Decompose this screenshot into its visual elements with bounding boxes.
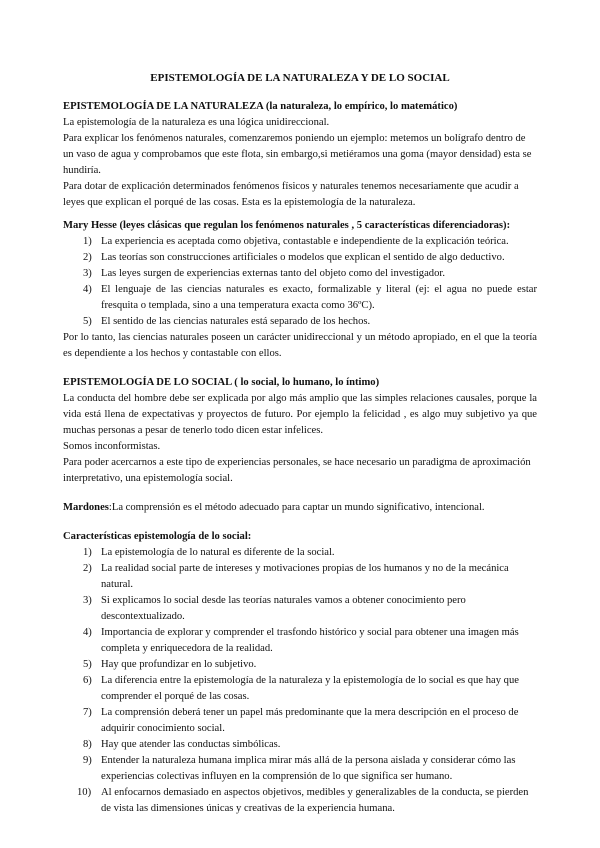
- list-item: [63, 673, 537, 705]
- item-text: Entender la naturaleza humana implica mirar más allá de la persona aislada y considerar cómo las experiencias colectivas influyen en la comprensión de lo que significa ser humano.: [101, 755, 516, 782]
- list-item: [63, 737, 537, 753]
- section-heading-naturaleza: EPISTEMOLOGÍA DE LA NATURALEZA (la naturaleza, lo empírico, lo matemático): [63, 101, 458, 112]
- item-number: 3): [83, 595, 92, 606]
- hesse-heading: Mary Hesse (leyes clásicas que regulan los fenómenos naturales , 5 características diferenciadoras):: [63, 220, 511, 231]
- item-number: 2): [83, 563, 92, 574]
- paragraph: Para explicar los fenómenos naturales, comenzaremos poniendo un ejemplo: metemos un bolígrafo dentro de un vaso de agua y comprobamos que este flota, sin embargo,si metiéramos una goma (mayor densidad) esta se hundiría.: [63, 133, 532, 176]
- item-text: Las teorías son construcciones artificiales o modelos que explican el sentido de algo deductivo.: [101, 252, 505, 263]
- paragraph: Para poder acercarnos a este tipo de experiencias personales, se hace necesario un paradigma de aproximación interpretativo, una epistemología social.: [63, 457, 531, 484]
- item-text: Si explicamos lo social desde las teorías naturales vamos a obtener conocimiento pero descontextualizado.: [101, 595, 466, 622]
- list-item: [63, 314, 537, 330]
- list-item: [63, 705, 537, 737]
- item-text: La epistemología de lo natural es diferente de la social.: [101, 547, 335, 558]
- mardones-paragraph: [63, 500, 537, 516]
- list-item: [63, 545, 537, 561]
- item-number: 10): [77, 787, 92, 798]
- item-number: 4): [83, 284, 92, 295]
- item-text: La experiencia es aceptada como objetiva, contastable e independiente de la explicación teórica.: [101, 236, 509, 247]
- item-text: La comprensión deberá tener un papel más predominante que la mera descripción en el proceso de adquirir conocimiento social.: [101, 707, 519, 734]
- hesse-list: [63, 234, 537, 330]
- item-number: 1): [83, 547, 92, 558]
- paragraph: La epistemología de la naturaleza es una lógica unidireccional.: [63, 117, 330, 128]
- item-text: La diferencia entre la epistemología de la naturaleza y la epistemología de lo social es que hay que comprender el porqué de las cosas.: [101, 675, 519, 702]
- item-text: El sentido de las ciencias naturales está separado de los hechos.: [101, 316, 371, 327]
- item-text: Las leyes surgen de experiencias externas tanto del objeto como del investigador.: [101, 268, 445, 279]
- document-page: [63, 70, 537, 817]
- item-number: 3): [83, 268, 92, 279]
- item-number: 5): [83, 659, 92, 670]
- item-text: El lenguaje de las ciencias naturales es exacto, formalizable y literal (ej: el agua no puede estar fresquita o templada, sino a una temperatura exacta como 36ºC).: [101, 284, 537, 311]
- list-item: [63, 266, 537, 282]
- paragraph: Somos inconformistas.: [63, 441, 161, 452]
- item-number: 1): [83, 236, 92, 247]
- list-item: [63, 234, 537, 250]
- item-text: La realidad social parte de intereses y motivaciones propias de los humanos y no de la mecánica natural.: [101, 563, 509, 590]
- list-item: [63, 625, 537, 657]
- list-item: [63, 250, 537, 266]
- section-heading-social: EPISTEMOLOGÍA DE LO SOCIAL ( lo social, lo humano, lo íntimo): [63, 377, 380, 388]
- list-item: [63, 561, 537, 593]
- document-title: EPISTEMOLOGÍA DE LA NATURALEZA Y DE LO SOCIAL: [150, 72, 450, 84]
- list-item: [63, 785, 537, 817]
- item-text: Importancia de explorar y comprender el trasfondo histórico y social para obtener una imagen más completa y enriquecedora de la realidad.: [101, 627, 519, 654]
- item-number: 9): [83, 755, 92, 766]
- item-text: Hay que profundizar en lo subjetivo.: [101, 659, 257, 670]
- paragraph: La conducta del hombre debe ser explicada por algo más amplio que las simples relaciones causales, porque la vida está llena de expectativas y proyectos de futuro. Por ejemplo la felicidad , es algo muy subjetivo ya que muchas personas a pesar de tenerlo todo dicen estar infelices.: [63, 393, 537, 436]
- hesse-conclusion: Por lo tanto, las ciencias naturales poseen un carácter unidireccional y un método apropiado, en el que la teoría es dependiente a los hechos y contastable con ellos.: [63, 332, 537, 359]
- characteristics-heading: Características epistemología de lo social:: [63, 531, 252, 542]
- item-number: 8): [83, 739, 92, 750]
- item-text: Al enfocarnos demasiado en aspectos objetivos, medibles y generalizables de la conducta, se pierden de vista las dimensiones únicas y creativas de la experiencia humana.: [101, 787, 529, 814]
- item-number: 2): [83, 252, 92, 263]
- item-number: 7): [83, 707, 92, 718]
- list-item: [63, 657, 537, 673]
- list-item: [63, 593, 537, 625]
- item-text: Hay que atender las conductas simbólicas.: [101, 739, 281, 750]
- item-number: 5): [83, 316, 92, 327]
- mardones-label: Mardones: [63, 502, 109, 513]
- list-item: [63, 753, 537, 785]
- characteristics-list: [63, 545, 537, 817]
- item-number: 4): [83, 627, 92, 638]
- item-number: 6): [83, 675, 92, 686]
- paragraph: Para dotar de explicación determinados fenómenos físicos y naturales tenemos necesariamente que acudir a leyes que explican el porqué de las cosas. Esta es la epistemología de la naturaleza.: [63, 181, 519, 208]
- mardones-text: :La comprensión es el método adecuado para captar un mundo significativo, intencional.: [108, 502, 485, 513]
- list-item: [63, 282, 537, 314]
